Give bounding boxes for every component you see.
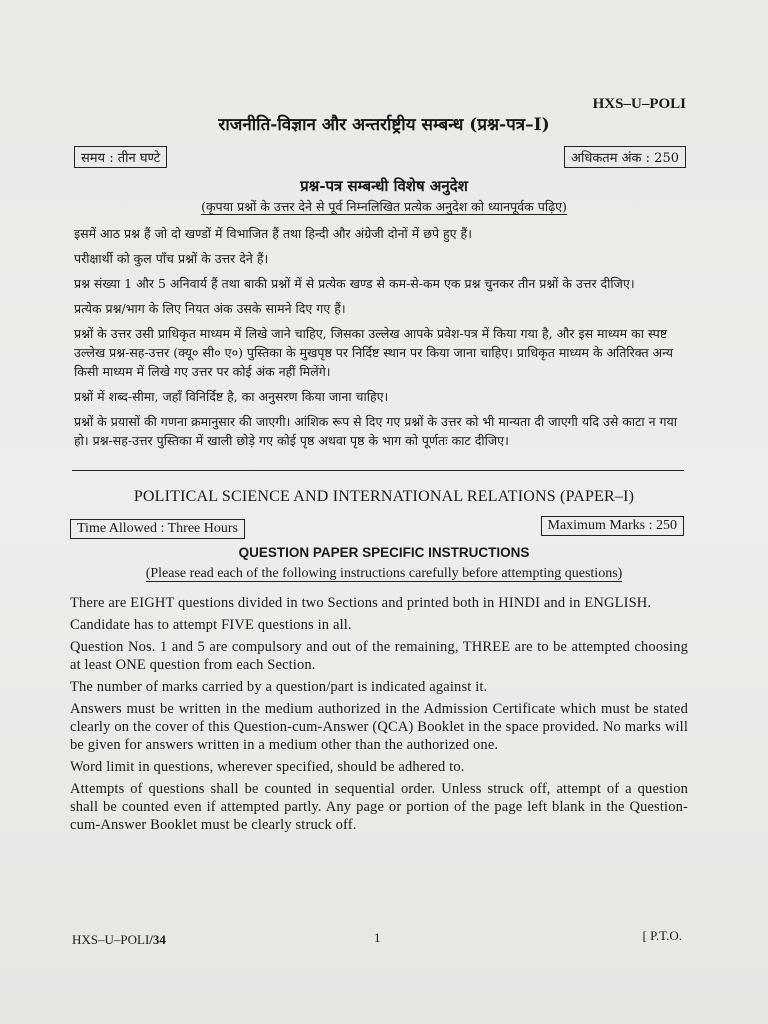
english-paper-title: POLITICAL SCIENCE AND INTERNATIONAL RELATIONS (PAPER–I) <box>133 488 635 505</box>
hindi-marks-box: अधिकतम अंक : 250 <box>564 146 686 168</box>
paper-code: HXS–U–POLI <box>592 96 686 112</box>
pto-marker: [ P.T.O. <box>642 928 682 943</box>
english-instructions-subheading: (Please read each of the following instructions carefully before attempting questions) <box>145 566 623 581</box>
hindi-instructions-subheading: (कृपया प्रश्नों के उत्तर देने से पूर्व निम्नलिखित प्रत्येक अनुदेश को ध्यानपूर्वक पढ़िए) <box>201 199 567 214</box>
english-instruction-3: Question Nos. 1 and 5 are compulsory and out of the remaining, THREE are to be attempted choosing at least ONE question from each Section. <box>70 639 688 673</box>
hindi-instructions-heading: प्रश्न-पत्र सम्बन्धी विशेष अनुदेश <box>300 177 468 195</box>
english-instruction-2: Candidate has to attempt FIVE questions in all. <box>70 617 352 633</box>
english-instruction-5: Answers must be written in the medium authorized in the Admission Certificate which must be stated clearly on the cover of this Question-cum-Answer (QCA) Booklet in the space provided. No marks will be given for answers written in a medium other than the authorized one. <box>70 701 688 753</box>
english-instruction-4: The number of marks carried by a question/part is indicated against it. <box>70 679 488 695</box>
hindi-paper-title: राजनीति-विज्ञान और अन्तर्राष्ट्रीय सम्बन्ध (प्रश्न-पत्र–I) <box>218 115 550 135</box>
hindi-time-box: समय : तीन घण्टे <box>74 146 167 168</box>
page-number: 1 <box>374 930 381 945</box>
footer-paper-code: HXS–U–POLI/34 <box>72 932 166 947</box>
english-time-box: Time Allowed : Three Hours <box>70 519 245 539</box>
english-instruction-1: There are EIGHT questions divided in two Sections and printed both in HINDI and in ENGLISH. <box>70 595 652 611</box>
english-marks-box: Maximum Marks : 250 <box>541 516 685 536</box>
hindi-instructions-list <box>74 224 692 456</box>
section-divider <box>72 470 684 471</box>
english-instruction-7: Attempts of questions shall be counted in sequential order. Unless struck off, attempt of a question shall be counted even if attempted partly. Any page or portion of the page left blank in the Question-cum-Answer Booklet must be clearly struck off. <box>70 781 688 833</box>
hindi-instruction-6: प्रश्नों में शब्द-सीमा, जहाँ विनिर्दिष्ट है, का अनुसरण किया जाना चाहिए। <box>74 389 389 404</box>
english-instructions-heading: QUESTION PAPER SPECIFIC INSTRUCTIONS <box>238 545 530 560</box>
hindi-instruction-7: प्रश्नों के प्रयासों की गणना क्रमानुसार की जाएगी। आंशिक रूप से दिए गए प्रश्नों के उत्तर को भी मान्यता दी जाएगी यदि उसे काटा न गया हो। प्रश्न-सह-उत्तर पुस्तिका में खाली छोड़े गए कोई पृष्ठ अथवा पृष्ठ के भाग को पूर्णतः काट दीजिए। <box>74 414 678 448</box>
hindi-instruction-4: प्रत्येक प्रश्न/भाग के लिए नियत अंक उसके सामने दिए गए हैं। <box>74 301 346 316</box>
hindi-instruction-1: इसमें आठ प्रश्न हैं जो दो खण्डों में विभाजित हैं तथा हिन्दी और अंग्रेजी दोनों में छपे हुए हैं। <box>74 226 472 241</box>
hindi-instruction-5: प्रश्नों के उत्तर उसी प्राधिकृत माध्यम में लिखे जाने चाहिए, जिसका उल्लेख आपके प्रवेश-पत्र में किया गया है, और इस माध्यम का स्पष्ट उल्लेख प्रश्न-सह-उत्तर (क्यू० सी० ए०) पुस्तिका के मुखपृष्ठ पर निर्दिष्ट स्थान पर किया जाना चाहिए। प्राधिकृत माध्यम के अतिरिक्त अन्य किसी माध्यम में लिखे गए उत्तर पर कोई अंक नहीं मिलेंगे। <box>74 326 674 379</box>
english-instructions-list <box>70 594 688 838</box>
english-instruction-6: Word limit in questions, wherever specified, should be adhered to. <box>70 759 465 775</box>
hindi-instruction-3: प्रश्न संख्या 1 और 5 अनिवार्य हैं तथा बाकी प्रश्नों में से प्रत्येक खण्ड से कम-से-कम एक प्रश्न चुनकर तीन प्रश्नों के उत्तर दीजिए। <box>74 276 635 291</box>
hindi-instruction-2: परीक्षार्थी को कुल पाँच प्रश्नों के उत्तर देने हैं। <box>74 251 269 266</box>
